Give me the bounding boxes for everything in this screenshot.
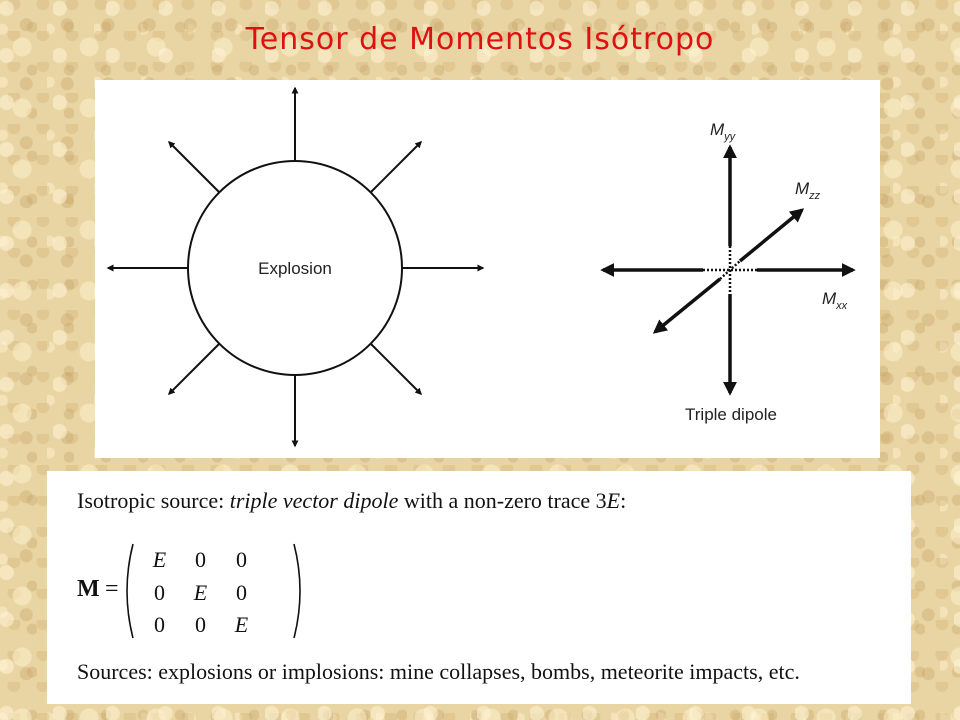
isotropic-source-line (77, 488, 626, 514)
line1-mid: with a non-zero trace 3 (398, 488, 607, 513)
line1-var: E (606, 488, 621, 513)
matrix-cell: E (152, 546, 167, 572)
triple-dipole-label: Triple dipole (685, 405, 777, 424)
matrix-cell: 0 (236, 546, 247, 572)
explosion-label: Explosion (258, 259, 332, 278)
matrix-cell: 0 (154, 612, 165, 637)
arrow-down-left (169, 344, 219, 394)
text-panel (47, 471, 911, 704)
triple-dipole-diagram (603, 120, 853, 424)
matrix-cell: E (234, 612, 249, 637)
matrix-symbol: M (77, 576, 100, 602)
matrix-cell: E (193, 579, 208, 605)
matrix-cell: 0 (195, 612, 206, 637)
line1-lead: Isotropic source: (77, 488, 230, 513)
isotropic-source-diagram (95, 80, 880, 458)
mzz-label: $M_{zz}$ (795, 179, 821, 202)
arrow-up-right (371, 142, 421, 192)
myy-label: $M_{yy}$ (710, 120, 736, 143)
moment-tensor-matrix (139, 543, 262, 641)
matrix-cell: 0 (236, 579, 247, 605)
matrix-equals: = (105, 576, 119, 602)
left-parenthesis (127, 544, 133, 638)
matrix-cell: 0 (154, 579, 165, 605)
line1-emph: triple vector dipole (229, 488, 399, 513)
mzz-arrow-up (740, 210, 802, 261)
right-parenthesis (294, 544, 300, 638)
explosion-diagram (108, 88, 483, 446)
matrix-cell: 0 (195, 546, 206, 572)
sources-line: Sources: explosions or implosions: mine collapses, bombs, meteorite impacts, etc. (77, 659, 800, 684)
mxx-label: $M_{xx}$ (822, 289, 848, 312)
mzz-arrow-down (655, 279, 720, 332)
arrow-up-left (169, 142, 219, 192)
line1-tail: : (620, 488, 627, 513)
slide-title: Tensor de Momentos Isótropo (245, 22, 715, 57)
figure-panel (95, 80, 880, 458)
arrow-down-right (371, 344, 421, 394)
